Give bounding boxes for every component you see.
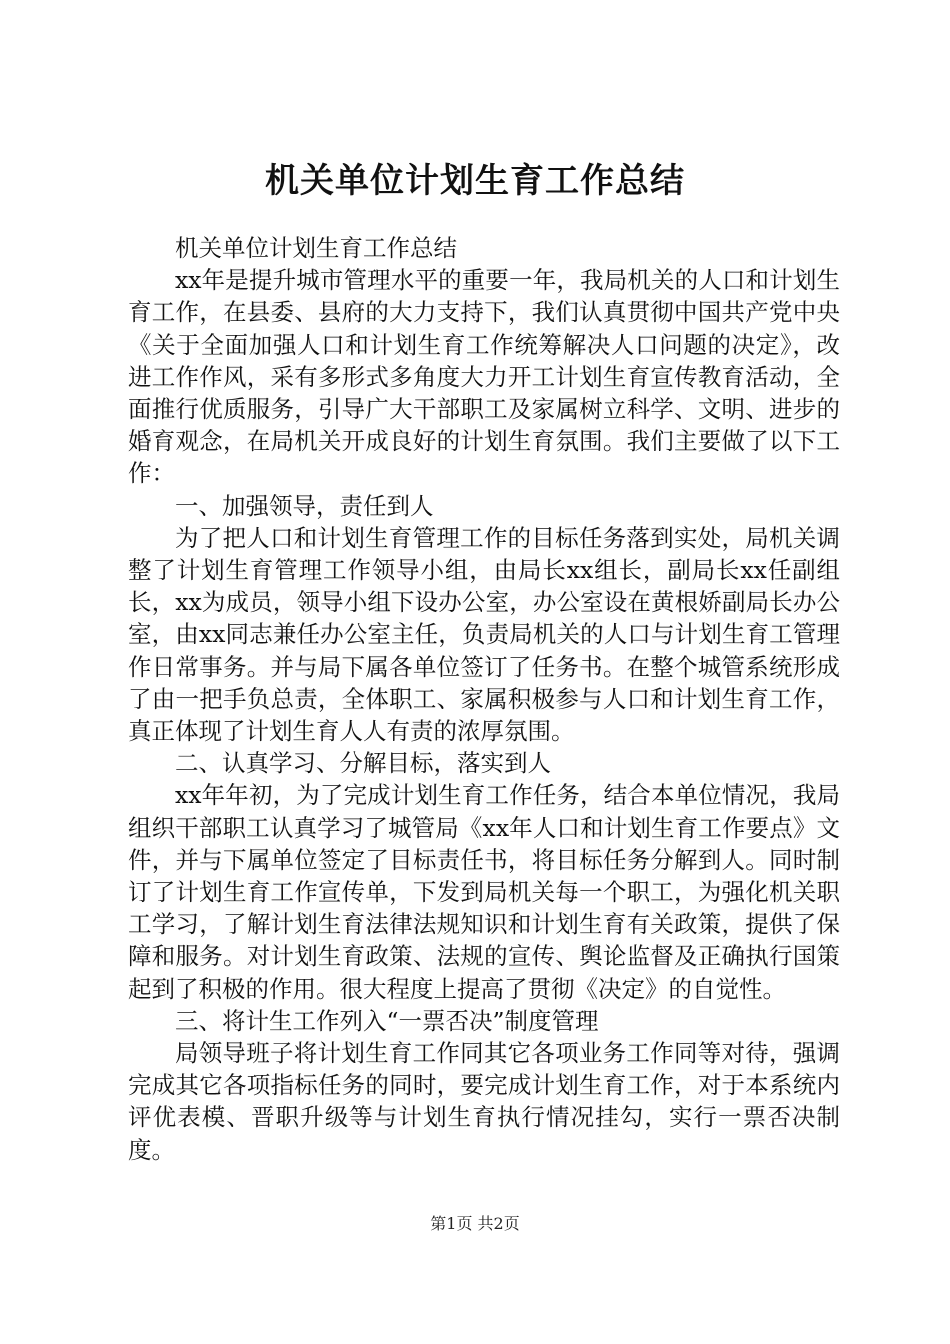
section-heading-3: 三、将计生工作列入“一票否决”制度管理 xyxy=(175,1006,599,1035)
subtitle-paragraph: 机关单位计划生育工作总结 xyxy=(175,234,457,262)
section-heading-2: 二、认真学习、分解目标，落实到人 xyxy=(175,749,551,778)
document-title: 机关单位计划生育工作总结 xyxy=(265,161,685,201)
section-2-paragraph: xx年年初，为了完成计划生育工作任务，结合本单位情况，我局组织干部职工认真学习了城管局《xx年人口和计划生育工作要点》文件，并与下属单位签定了目标责任书，将目标任务分解到人。同时制订了计划生育工作宣传单，下发到局机关每一个职工，为强化机关职工学习，了解计划生育法律法规知识和计划生育有关政策，提供了保障和服务。对计划生育政策、法规的宣传、舆论监督及正确执行国策起到了积极的作用。很大程度上提高了贯彻《决定》的自觉性。 xyxy=(128,781,840,1003)
intro-paragraph: xx年是提升城市管理水平的重要一年，我局机关的人口和计划生育工作，在县委、县府的大力支持下，我们认真贯彻中国共产党中央《关于全面加强人口和计划生育工作统筹解决人口问题的决定》，改进工作作风，采有多形式多角度大力开工计划生育宣传教育活动，全面推行优质服务，引导广大干部职工及家属树立科学、文明、进步的婚育观念，在局机关开成良好的计划生育氛围。我们主要做了以下工作： xyxy=(128,266,840,488)
page-number-footer: 第1页 共2页 xyxy=(430,1214,520,1233)
document-body xyxy=(128,232,840,1166)
section-3-paragraph: 局领导班子将计划生育工作同其它各项业务工作同等对待，强调完成其它各项指标任务的同时，要完成计划生育工作，对于本系统内评优表模、晋职升级等与计划生育执行情况挂勾，实行一票否决制度。 xyxy=(128,1039,840,1164)
section-1-paragraph: 为了把人口和计划生育管理工作的目标任务落到实处，局机关调整了计划生育管理工作领导小组，由局长xx组长，副局长xx任副组长，xx为成员，领导小组下设办公室，办公室设在黄根娇副局长办公室，由xx同志兼任办公室主任，负责局机关的人口与计划生育工管理作日常事务。并与局下属各单位签订了任务书。在整个城管系统形成了由一把手负总责，全体职工、家属积极参与人口和计划生育工作，真正体现了计划生育人人有责的浓厚氛围。 xyxy=(128,523,840,746)
section-heading-1: 一、加强领导，责任到人 xyxy=(175,491,434,520)
